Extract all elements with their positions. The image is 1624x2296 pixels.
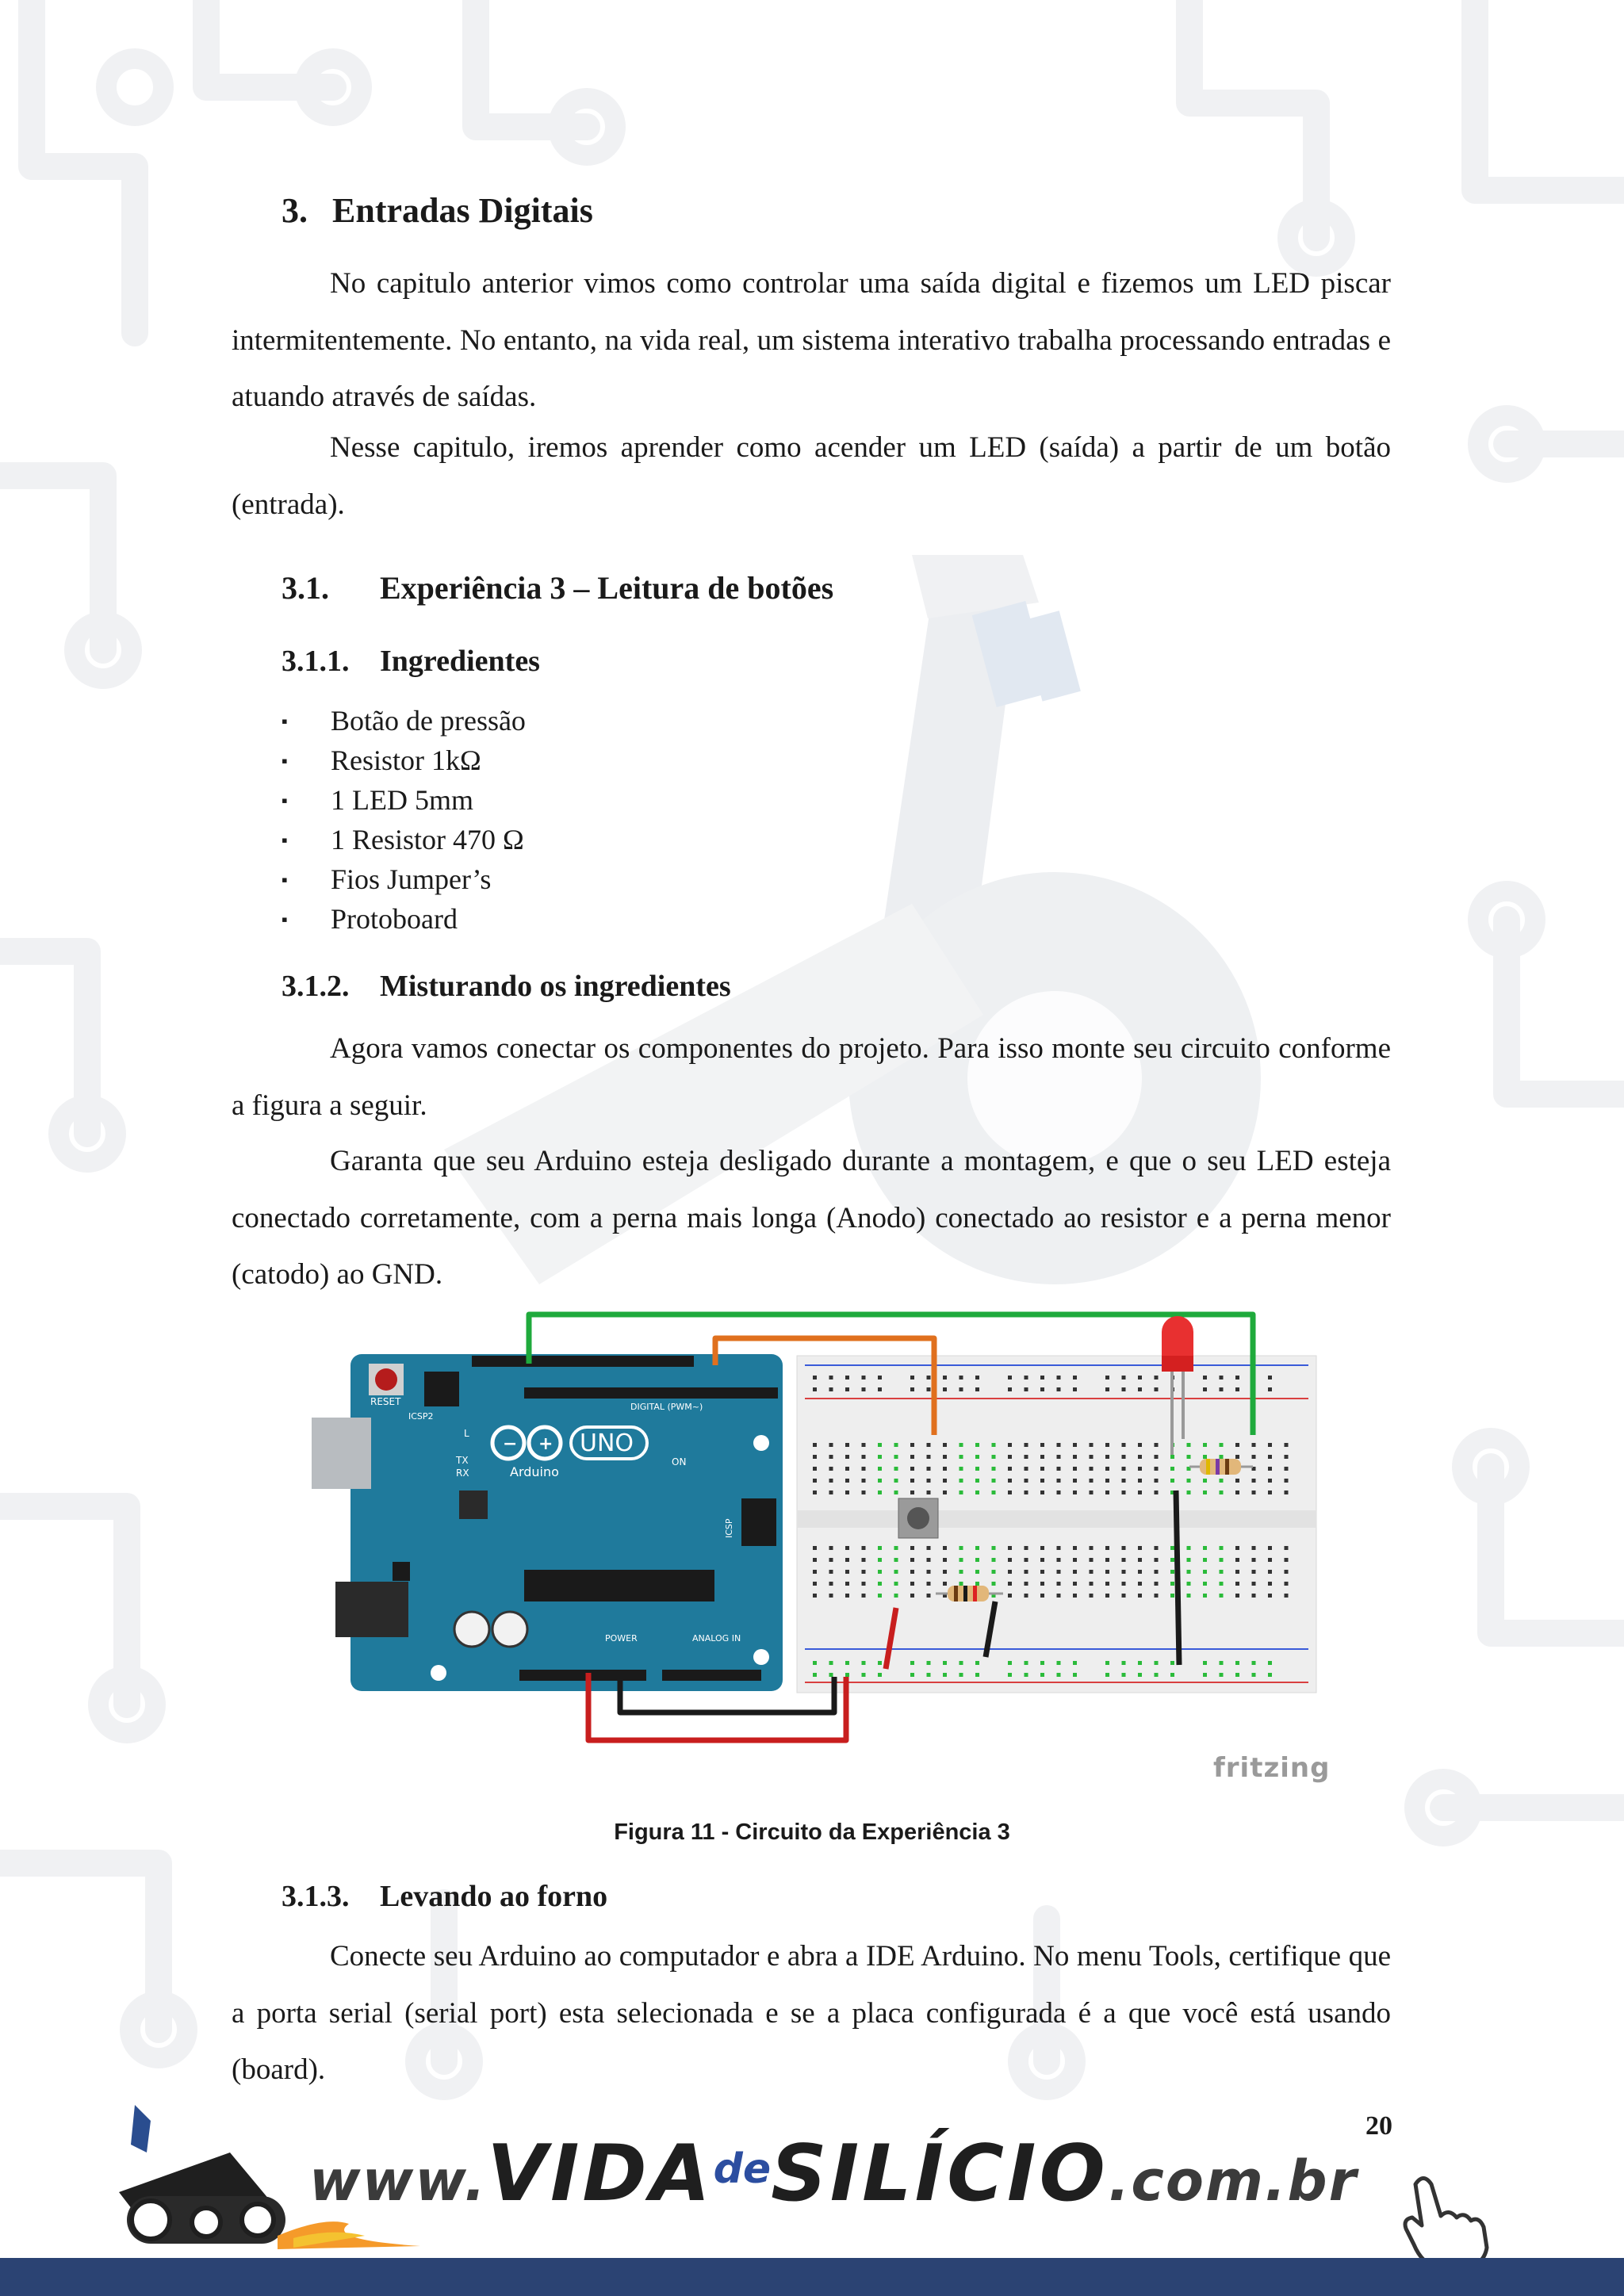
intro-paragraph-2: Nesse capitulo, iremos aprender como acender um LED (saída) a partir de um botão (entrada). [232,431,1391,521]
oven-number: 3.1.3. [282,1880,350,1913]
arduino-label: Arduino [510,1464,559,1479]
section-heading [282,190,593,231]
subsection-number: 3.1. [282,570,329,606]
oven-paragraph-1: Conecte seu Arduino ao computador e abra a IDE Arduino. No menu Tools, certifique que a porta serial (serial port) esta selecionada e se a placa configurada é a que você está usando (board). [232,1940,1391,2086]
page-number: 20 [1365,2111,1392,2141]
oven-heading [282,1879,607,1914]
ingredients-title: Ingredientes [380,645,540,678]
list-item-label: 1 LED 5mm [331,784,473,816]
bullet-icon: ▪ [282,790,288,810]
intro-paragraph-1: No capitulo anterior vimos como controlar uma saída digital e fizemos um LED piscar intermitentemente. No entanto, na vida real, um sistema interativo trabalha processando entradas e atuando através de saídas. [232,267,1391,413]
icsp-label: ICSP [724,1518,734,1538]
bullet-icon: ▪ [282,711,288,731]
list-item-label: 1 Resistor 470 Ω [331,824,524,855]
ingredients-number: 3.1.1. [282,645,350,678]
mixing-title: Misturando os ingredientes [380,970,731,1003]
icsp2-label: ICSP2 [408,1411,434,1422]
list-item [282,701,526,740]
list-item [282,859,526,899]
footer-vida: VIDA [487,2129,714,2219]
list-item-label: Resistor 1kΩ [331,744,481,776]
footer-www: www. [309,2149,488,2214]
bullet-icon: ▪ [282,909,288,929]
ingredients-list [282,701,526,939]
list-item-label: Botão de pressão [331,705,526,737]
mixing-heading [282,969,731,1004]
analog-label: ANALOG IN [692,1633,741,1644]
svg-text:+: + [538,1434,553,1454]
bullet-icon: ▪ [282,870,288,890]
list-item-label: Fios Jumper’s [331,863,492,895]
push-button [898,1498,938,1538]
reset-label: RESET [370,1396,401,1407]
bullet-icon: ▪ [282,830,288,850]
oven-title: Levando ao forno [380,1880,608,1913]
footer-de: de [713,2145,772,2193]
uno-label: UNO [580,1429,634,1457]
list-item [282,899,526,939]
footer-silicio: SILÍCIO [771,2129,1109,2219]
subsection-heading [282,569,833,607]
mixing-paragraph-1: Agora vamos conectar os componentes do projeto. Para isso monte seu circuito conforme a figura a seguir. [232,1032,1391,1122]
power-label: POWER [605,1633,638,1644]
rx-label: RX [456,1468,469,1479]
mixing-number: 3.1.2. [282,970,350,1003]
black-ground-jumper [1176,1490,1179,1665]
footer-logo [309,2129,1358,2219]
l-label: L [464,1428,469,1439]
circuit-figure [305,1308,1320,1788]
footer-domain: .com.br [1108,2149,1358,2214]
subsection-title: Experiência 3 – Leitura de botões [380,570,834,606]
list-item [282,820,526,859]
list-item-label: Protoboard [331,903,458,935]
list-item [282,740,526,780]
mixing-paragraph-2: Garanta que seu Arduino esteja desligado durante a montagem, e que o seu LED esteja conectado corretamente, com a perna mais longa (Anodo) conectado ao resistor e a perna menor (catodo) ao GND. [232,1145,1391,1291]
on-label: ON [672,1456,687,1468]
digital-label: DIGITAL (PWM~) [630,1402,703,1412]
arduino-board [312,1354,783,1691]
pointing-hand-icon [1392,2168,1503,2271]
section-number: 3. [282,191,308,230]
section-title: Entradas Digitais [332,191,593,230]
breadboard [797,1356,1316,1693]
tx-label: TX [456,1455,469,1466]
ingredients-heading [282,644,540,679]
bullet-icon: ▪ [282,751,288,771]
list-item [282,780,526,820]
fritzing-watermark: fritzing [1213,1752,1331,1784]
figure-caption: Figura 11 - Circuito da Experiência 3 [614,1820,1010,1845]
svg-text:−: − [503,1434,518,1454]
footer-bar [0,2258,1624,2296]
